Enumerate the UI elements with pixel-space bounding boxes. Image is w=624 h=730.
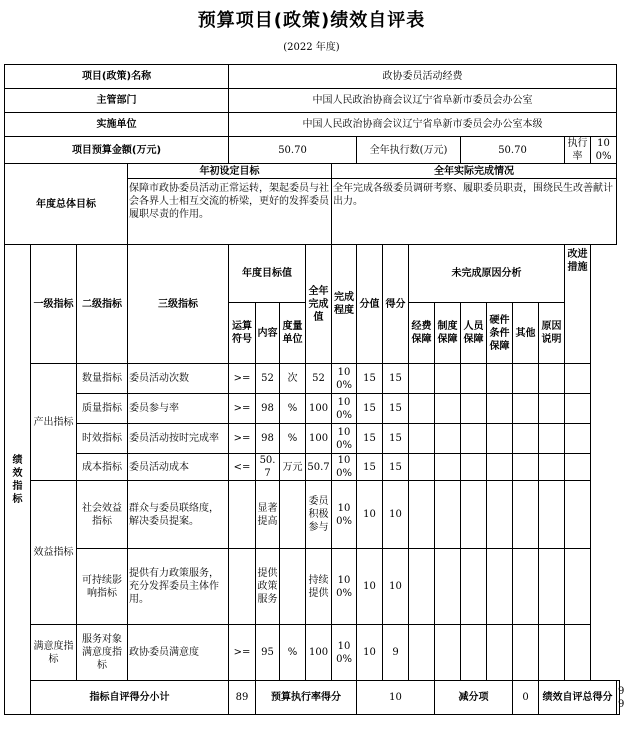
level1-header: 一级指标 bbox=[31, 245, 77, 364]
target-header: 年度目标值 bbox=[229, 245, 306, 303]
annual-goal-label: 年度总体目标 bbox=[5, 164, 128, 245]
row-op bbox=[229, 549, 256, 625]
budget-score-value: 10 bbox=[357, 681, 435, 715]
improve-header: 改进措施 bbox=[565, 245, 591, 364]
dept-value: 中国人民政治协商会议辽宁省阜新市委员会办公室 bbox=[229, 89, 617, 113]
row-weight: 10 bbox=[357, 481, 383, 549]
perf-indicator-label: 绩效指标 bbox=[5, 245, 31, 715]
row-actual: 52 bbox=[306, 364, 332, 394]
row-score: 10 bbox=[383, 481, 409, 549]
row-degree: 100% bbox=[332, 424, 357, 454]
level3-header: 三级指标 bbox=[128, 245, 229, 364]
reason-funding: 经费保障 bbox=[409, 303, 435, 364]
row-l2: 社会效益指标 bbox=[77, 481, 128, 549]
reason-hardware: 硬件条件保障 bbox=[487, 303, 513, 364]
budget-amount-label: 项目预算金额(万元) bbox=[5, 137, 229, 164]
actual-goal-text: 全年完成各级委员调研考察、履职委员职责，围绕民生改善献计出力。 bbox=[332, 179, 617, 245]
subtotal-value: 89 bbox=[229, 681, 256, 715]
exec-amount-label: 全年执行数(万元) bbox=[357, 137, 461, 164]
score-header: 得分 bbox=[383, 245, 409, 364]
row-degree: 100% bbox=[332, 394, 357, 424]
actual-goal-header: 全年实际完成情况 bbox=[332, 164, 617, 179]
row-unit: % bbox=[280, 394, 306, 424]
row-l2: 服务对象满意度指标 bbox=[77, 625, 128, 681]
row-score: 15 bbox=[383, 394, 409, 424]
row-content: 显著提高 bbox=[256, 481, 280, 549]
row-degree: 100% bbox=[332, 549, 357, 625]
evaluation-table bbox=[4, 64, 624, 715]
project-name-label: 项目(政策)名称 bbox=[5, 65, 229, 89]
total-score-value: 99 bbox=[617, 681, 620, 715]
row-l3: 委员活动按时完成率 bbox=[128, 424, 229, 454]
exec-rate-value: 100% bbox=[591, 137, 617, 164]
row-actual: 50.7 bbox=[306, 454, 332, 481]
row-score: 15 bbox=[383, 424, 409, 454]
row-actual: 持续提供 bbox=[306, 549, 332, 625]
page-title: 预算项目(政策)绩效自评表 bbox=[197, 10, 426, 31]
row-actual: 100 bbox=[306, 625, 332, 681]
row-l3: 政协委员满意度 bbox=[128, 625, 229, 681]
row-weight: 10 bbox=[357, 625, 383, 681]
unit-header: 度量单位 bbox=[280, 303, 306, 364]
row-score: 15 bbox=[383, 364, 409, 394]
row-l3: 委员活动成本 bbox=[128, 454, 229, 481]
row-actual: 委员积极参与 bbox=[306, 481, 332, 549]
reason-other: 其他 bbox=[513, 303, 539, 364]
unit-label: 实施单位 bbox=[5, 113, 229, 137]
actual-header: 全年完成值 bbox=[306, 245, 332, 364]
op-header: 运算符号 bbox=[229, 303, 256, 364]
row-degree: 100% bbox=[332, 625, 357, 681]
reason-system: 制度保障 bbox=[435, 303, 461, 364]
row-op bbox=[229, 481, 256, 549]
plan-goal-header: 年初设定目标 bbox=[128, 164, 332, 179]
row-content: 98 bbox=[256, 394, 280, 424]
weight-header: 分值 bbox=[357, 245, 383, 364]
row-weight: 15 bbox=[357, 424, 383, 454]
group-benefit: 效益指标 bbox=[31, 481, 77, 625]
row-l3: 提供有力政策服务，充分发挥委员主体作用。 bbox=[128, 549, 229, 625]
budget-score-label: 预算执行率得分 bbox=[256, 681, 357, 715]
deduct-label: 减分项 bbox=[435, 681, 513, 715]
row-unit bbox=[280, 549, 306, 625]
row-l2: 数量指标 bbox=[77, 364, 128, 394]
level2-header: 二级指标 bbox=[77, 245, 128, 364]
row-actual: 100 bbox=[306, 424, 332, 454]
row-l3: 委员参与率 bbox=[128, 394, 229, 424]
row-score: 9 bbox=[383, 625, 409, 681]
row-l3: 委员活动次数 bbox=[128, 364, 229, 394]
reason-header: 未完成原因分析 bbox=[409, 245, 565, 303]
project-name-value: 政协委员活动经费 bbox=[229, 65, 617, 89]
deduct-value: 0 bbox=[513, 681, 539, 715]
exec-rate-label: 执行率 bbox=[565, 137, 591, 164]
row-op: >= bbox=[229, 364, 256, 394]
row-weight: 15 bbox=[357, 394, 383, 424]
row-unit: % bbox=[280, 625, 306, 681]
row-score: 15 bbox=[383, 454, 409, 481]
row-degree: 100% bbox=[332, 364, 357, 394]
row-degree: 100% bbox=[332, 454, 357, 481]
row-degree: 100% bbox=[332, 481, 357, 549]
reason-note: 原因说明 bbox=[539, 303, 565, 364]
row-unit: 万元 bbox=[280, 454, 306, 481]
row-unit: 次 bbox=[280, 364, 306, 394]
row-unit: % bbox=[280, 424, 306, 454]
row-weight: 15 bbox=[357, 454, 383, 481]
degree-header: 完成程度 bbox=[332, 245, 357, 364]
dept-label: 主管部门 bbox=[5, 89, 229, 113]
report-year: (2022 年度) bbox=[283, 42, 340, 53]
row-weight: 15 bbox=[357, 364, 383, 394]
row-content: 98 bbox=[256, 424, 280, 454]
row-op: >= bbox=[229, 424, 256, 454]
group-output: 产出指标 bbox=[31, 364, 77, 481]
row-score: 10 bbox=[383, 549, 409, 625]
row-l2: 成本指标 bbox=[77, 454, 128, 481]
plan-goal-text: 保障市政协委员活动正常运转，架起委员与社会各界人士相互交流的桥梁，更好的发挥委员履职尽责的作用。 bbox=[128, 179, 332, 245]
exec-amount-value: 50.70 bbox=[461, 137, 565, 164]
row-content: 95 bbox=[256, 625, 280, 681]
unit-value: 中国人民政治协商会议辽宁省阜新市委员会办公室本级 bbox=[229, 113, 617, 137]
row-op: >= bbox=[229, 394, 256, 424]
row-unit bbox=[280, 481, 306, 549]
row-l2: 质量指标 bbox=[77, 394, 128, 424]
budget-amount-value: 50.70 bbox=[229, 137, 357, 164]
row-l2: 可持续影响指标 bbox=[77, 549, 128, 625]
row-content: 52 bbox=[256, 364, 280, 394]
total-score-label: 绩效自评总得分 bbox=[539, 681, 617, 715]
row-l3: 群众与委员联络度，解决委员提案。 bbox=[128, 481, 229, 549]
reason-staff: 人员保障 bbox=[461, 303, 487, 364]
row-weight: 10 bbox=[357, 549, 383, 625]
row-l2: 时效指标 bbox=[77, 424, 128, 454]
row-op: <= bbox=[229, 454, 256, 481]
content-header: 内容 bbox=[256, 303, 280, 364]
subtotal-label: 指标自评得分小计 bbox=[31, 681, 229, 715]
row-op: >= bbox=[229, 625, 256, 681]
row-content: 50.7 bbox=[256, 454, 280, 481]
group-satisfaction: 满意度指标 bbox=[31, 625, 77, 681]
row-actual: 100 bbox=[306, 394, 332, 424]
row-content: 提供政策服务 bbox=[256, 549, 280, 625]
